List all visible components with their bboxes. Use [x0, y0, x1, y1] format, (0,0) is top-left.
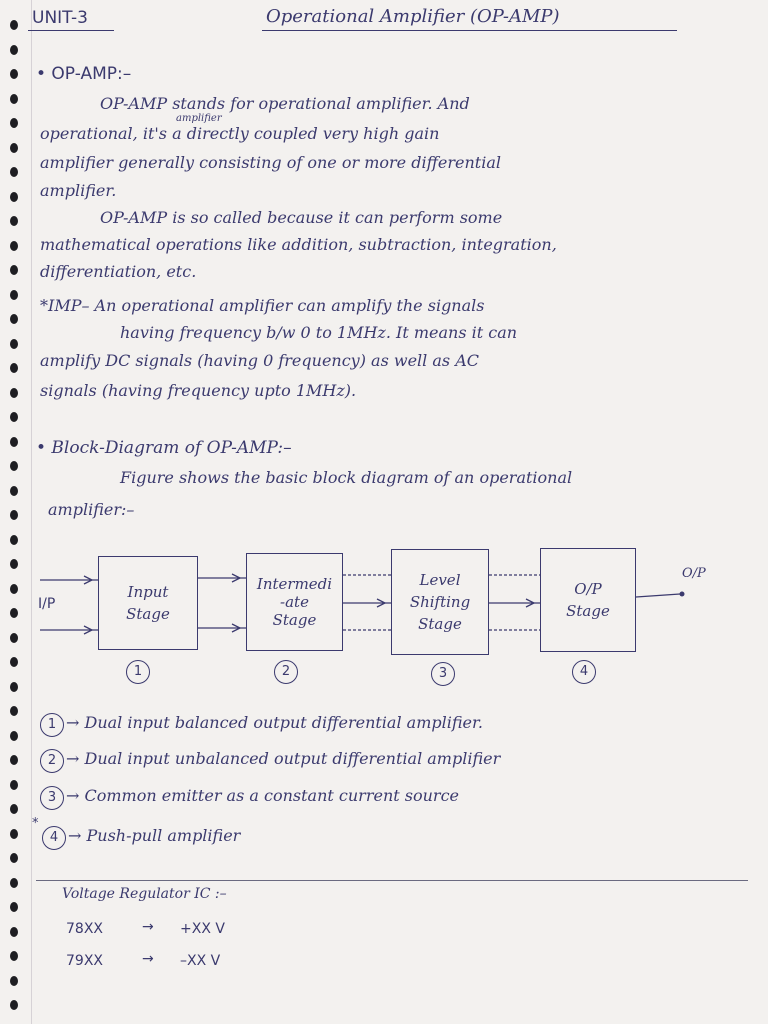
regulator-row2-ic: 79XX	[66, 953, 103, 969]
block-input-stage-line1: Input	[127, 583, 169, 601]
block-diagram-intro-line2: amplifier:–	[48, 500, 135, 519]
output-label: O/P	[682, 566, 706, 581]
legend-item-2: → Dual input unbalanced output differential amplifier	[66, 749, 501, 768]
legend-item-1: → Dual input balanced output differential amplifier.	[66, 713, 483, 732]
opamp-p2-line1: OP-AMP is so called because it can perform some	[100, 208, 503, 227]
block-intermediate-stage-line3: Stage	[272, 611, 317, 629]
regulator-row1-output: +XX V	[180, 921, 225, 937]
block-output-stage	[540, 548, 636, 652]
legend-number-3: 3	[40, 786, 64, 810]
opamp-p1-line3: amplifier generally consisting of one or more differential	[40, 153, 502, 172]
legend-number-4: 4	[42, 826, 66, 850]
block-number-2: 2	[274, 660, 298, 684]
imp-line2: having frequency b/w 0 to 1MHz. It means it can	[120, 323, 518, 342]
block-output-stage-line2: Stage	[566, 602, 610, 620]
legend-number-2: 2	[40, 749, 64, 773]
opamp-p2-line2: mathematical operations like addition, subtraction, integration,	[40, 235, 557, 254]
legend-star: *	[32, 816, 39, 831]
opamp-p2-line3: differentiation, etc.	[40, 262, 197, 281]
block-intermediate-stage-line1: Intermedi	[256, 575, 333, 593]
input-label: I/P	[38, 596, 56, 612]
imp-line1: *IMP– An operational amplifier can amplify the signals	[40, 296, 485, 315]
block-level-shifting-stage	[391, 549, 489, 655]
legend-item-3: → Common emitter as a constant current source	[66, 786, 459, 805]
block-intermediate-stage-line2: -ate	[280, 593, 309, 611]
block-output-stage-line1: O/P	[574, 580, 602, 598]
imp-line4: signals (having frequency upto 1MHz).	[40, 381, 357, 400]
opamp-heading: • OP-AMP:–	[36, 64, 132, 84]
block-level-shifting-stage-line3: Stage	[418, 615, 462, 633]
block-input-stage-line2: Stage	[126, 605, 170, 623]
regulator-row2-arrow: →	[142, 951, 154, 967]
opamp-p1-insert: amplifier	[176, 113, 222, 124]
block-intermediate-stage	[246, 553, 343, 651]
opamp-p1-line1: OP-AMP stands for operational amplifier. And	[100, 94, 470, 113]
regulator-row1-arrow: →	[142, 919, 154, 935]
block-input-stage	[98, 556, 198, 650]
legend-item-4: → Push-pull amplifier	[68, 826, 241, 845]
block-number-4: 4	[572, 660, 596, 684]
block-level-shifting-stage-line1: Level	[419, 571, 461, 589]
opamp-p1-line4: amplifier.	[40, 181, 117, 200]
block-number-3: 3	[431, 662, 455, 686]
block-number-1: 1	[126, 660, 150, 684]
regulator-row1-ic: 78XX	[66, 921, 103, 937]
page-title: Operational Amplifier (OP-AMP)	[266, 6, 560, 27]
block-diagram-intro-line1: Figure shows the basic block diagram of an operational	[120, 468, 573, 487]
regulator-row2-output: –XX V	[180, 953, 221, 969]
regulator-heading: Voltage Regulator IC :–	[62, 886, 227, 902]
imp-line3: amplify DC signals (having 0 frequency) as well as AC	[40, 351, 479, 370]
unit-label: UNIT-3	[32, 8, 88, 28]
block-level-shifting-stage-line2: Shifting	[409, 593, 471, 611]
opamp-p1-line2: operational, it's a directly coupled very high gain	[40, 124, 440, 143]
section-divider	[36, 880, 748, 881]
block-diagram-heading: • Block-Diagram of OP-AMP:–	[36, 438, 292, 458]
legend-number-1: 1	[40, 713, 64, 737]
